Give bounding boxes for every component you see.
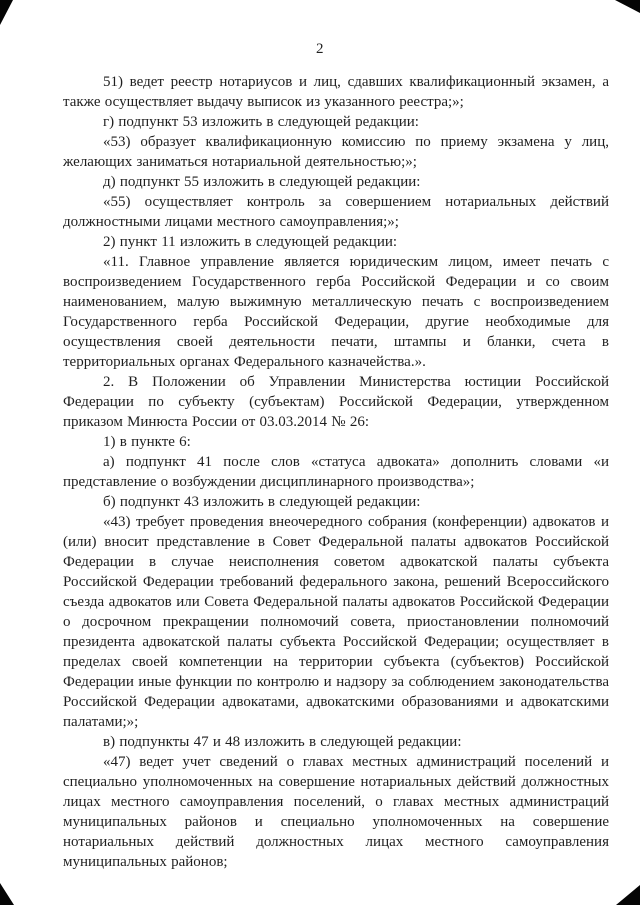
paragraph-subpoint-53: «53) образует квалификационную комиссию по приему экзамена у лиц, желающих заниматься нотариальной деятельностью;»; xyxy=(63,134,609,170)
paragraph-point-6: 1) в пункте 6: xyxy=(103,434,191,450)
paragraph-item-v: в) подпункты 47 и 48 изложить в следующей редакции: xyxy=(103,734,462,750)
paragraph-item-g: г) подпункт 53 изложить в следующей редакции: xyxy=(103,114,419,130)
paragraph-point-11: «11. Главное управление является юридическим лицом, имеет печать с воспроизведением Государственного герба Российской Федерации и со своим наименованием, малую выжимную металлическую печать с воспроизведением Государственного герба Российской Федерации, другие необходимые для осуществления своей деятельности печати, штампы и бланки, счета в территориальных органах Федерального казначейства.». xyxy=(63,254,609,370)
paragraph-item-b: б) подпункт 43 изложить в следующей редакции: xyxy=(103,494,421,510)
paragraph-section-2: 2. В Положении об Управлении Министерства юстиции Российской Федерации по субъекту (субъектам) Российской Федерации, утвержденном приказом Минюста России от 03.03.2014 № 26: xyxy=(63,374,609,430)
paragraph-item-2: 2) пункт 11 изложить в следующей редакции: xyxy=(103,234,398,250)
page-number: 2 xyxy=(316,41,324,57)
paragraph-subpoint-43: «43) требует проведения внеочередного собрания (конференции) адвокатов и (или) вносит представление в Совет Федеральной палаты адвокатов Российской Федерации в случае неисполнения советом адвокатской палаты субъекта Российской Федерации требований федерального закона, решений Всероссийского съезда адвокатов или Совета Федеральной палаты адвокатов Российской Федерации о досрочном прекращении полномочий совета, приостановлении полномочий президента адвокатской палаты субъекта Российской Федерации; осуществляет в пределах своей компетенции на территории субъекта (субъектов) Российской Федерации иные функции по контролю и надзору за соблюдением законодательства Российской Федерации адвокатами, адвокатскими образованиями и адвокатскими палатами;»; xyxy=(63,514,609,730)
scan-corner-mark-bottom-right xyxy=(616,885,640,905)
paragraph-subpoint-51: 51) ведет реестр нотариусов и лиц, сдавших квалификационный экзамен, а также осуществляет выдачу выписок из указанного реестра;»; xyxy=(63,74,609,110)
paragraph-item-d: д) подпункт 55 изложить в следующей редакции: xyxy=(103,174,421,190)
paragraph-subpoint-47: «47) ведет учет сведений о главах местных администраций поселений и специально уполномоченных на совершение нотариальных действий должностных лицах местного самоуправления поселений, о главах местных администраций муниципальных районов и специально уполномоченных на совершение нотариальных действий должностных лицах местного самоуправления муниципальных районов; xyxy=(63,754,609,870)
document-text-block xyxy=(63,72,609,872)
paragraph-item-a: а) подпункт 41 после слов «статуса адвоката» дополнить словами «и представление о возбуждении дисциплинарного производства»; xyxy=(63,454,609,490)
scan-corner-mark-bottom-left xyxy=(0,883,14,905)
paragraph-subpoint-55: «55) осуществляет контроль за совершением нотариальных действий должностными лицами местного самоуправления;»; xyxy=(63,194,609,230)
